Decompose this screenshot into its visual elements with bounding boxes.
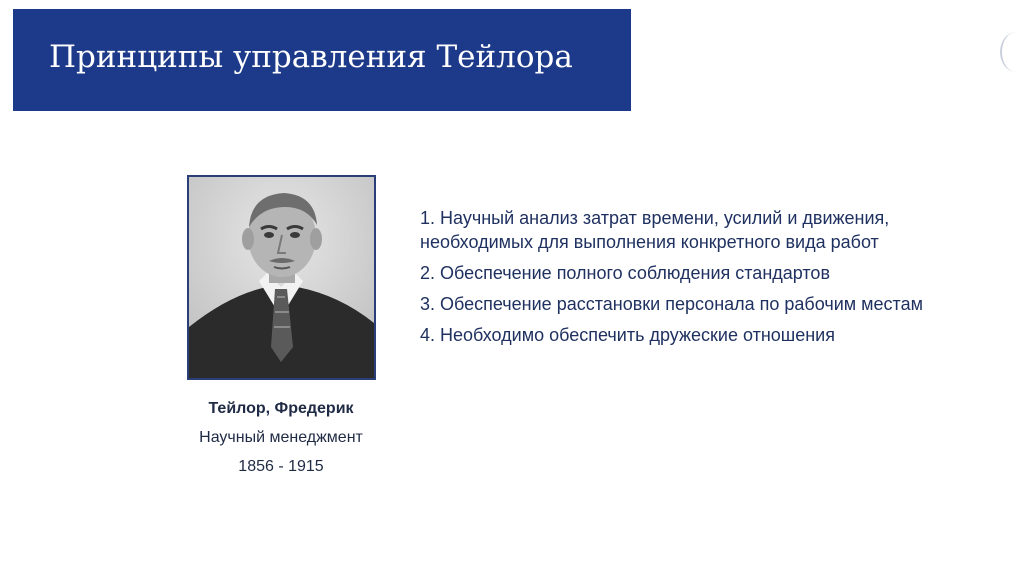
list-item-line: 2. Обеспечение полного соблюдения стандартов — [420, 263, 831, 283]
person-name: Тейлор, Фредерик — [208, 400, 354, 417]
portrait-illustration — [189, 177, 374, 378]
slide-title: Принципы управления Тейлора — [49, 39, 573, 75]
list-item-line: 3. Обеспечение расстановки персонала по рабочим местам — [420, 294, 923, 314]
list-item — [420, 261, 1020, 285]
decorative-arc — [1000, 32, 1024, 72]
principles-list — [420, 206, 1020, 354]
list-item-line: 4. Необходимо обеспечить дружеские отношения — [420, 325, 835, 345]
portrait-photo — [187, 175, 376, 380]
list-item — [420, 206, 1020, 254]
person-years: 1856 - 1915 — [238, 458, 324, 475]
title-banner — [13, 9, 631, 111]
list-item-line: 1. Научный анализ затрат времени, усилий и движения, — [420, 208, 890, 228]
list-item — [420, 292, 1020, 316]
list-item-line: необходимых для выполнения конкретного вида работ — [420, 232, 879, 252]
list-item — [420, 323, 1020, 347]
person-role: Научный менеджмент — [199, 429, 363, 446]
